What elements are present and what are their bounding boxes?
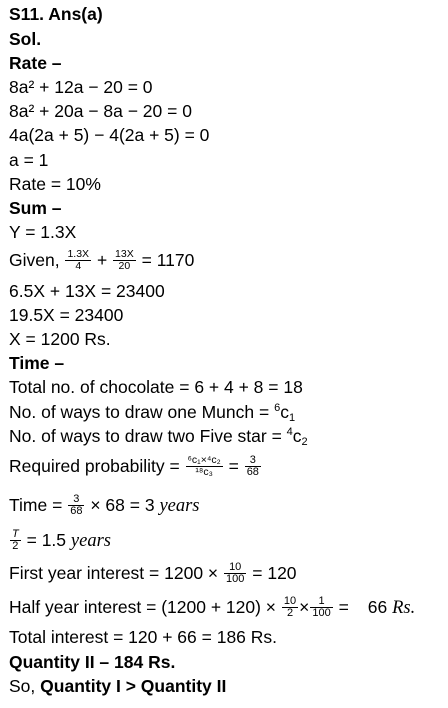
time-heading: Time – <box>9 353 65 373</box>
five-star-sup: 4 <box>286 426 293 438</box>
half-year-fraction-2-numerator: 1 <box>310 596 332 608</box>
five-star-prefix: No. of ways to draw two Five star = <box>9 426 287 446</box>
fraction-2 <box>113 249 136 272</box>
answer-heading: S11. Ans(a) <box>9 4 103 24</box>
time-prefix: Time = <box>9 495 63 515</box>
half-year-value: 66 <box>367 597 388 617</box>
five-star-c: c <box>292 426 302 446</box>
rate-line-2: 8a² + 20a − 8a − 20 = 0 <box>9 101 192 121</box>
half-time-unit: years <box>70 531 111 551</box>
time-calc-line <box>9 494 200 522</box>
probability-fraction <box>186 455 223 478</box>
fraction-2-numerator: 13X <box>115 247 134 260</box>
given-prefix: Given, <box>9 250 60 270</box>
rate-heading: Rate – <box>9 53 62 73</box>
total-interest-line: Total interest = 120 + 66 = 186 Rs. <box>9 627 278 647</box>
half-time-line <box>9 529 111 557</box>
half-year-unit: Rs. <box>392 598 416 618</box>
half-time-middle: = 1.5 <box>26 530 67 550</box>
half-year-fraction-2-denominator: 100 <box>312 606 331 619</box>
munch-prefix: No. of ways to draw one Munch = <box>9 402 275 422</box>
half-year-equals: = <box>338 597 349 617</box>
first-year-prefix: First year interest = 1200 × <box>9 563 219 583</box>
conclusion-result: Quantity I > Quantity II <box>40 676 227 696</box>
plus-sign: + <box>96 250 108 270</box>
first-year-suffix: = 120 <box>252 563 297 583</box>
sum-heading: Sum – <box>9 198 62 218</box>
sum-line-3: X = 1200 Rs. <box>9 329 111 349</box>
sum-y-line: Y = 1.3X <box>9 222 77 242</box>
rate-line-5: Rate = 10% <box>9 174 101 194</box>
munch-c: c <box>280 402 289 422</box>
rate-line-3: 4a(2a + 5) − 4(2a + 5) = 0 <box>9 125 210 145</box>
total-chocolate-line: Total no. of chocolate = 6 + 4 + 8 = 18 <box>9 377 303 397</box>
half-time-fraction <box>10 529 21 552</box>
time-middle: × 68 = 3 <box>90 495 155 515</box>
quantity-ii-line: Quantity II – 184 Rs. <box>9 652 176 672</box>
first-year-interest-line <box>9 562 297 590</box>
half-year-prefix: Half year interest = (1200 + 120) × <box>9 597 277 617</box>
conclusion-prefix: So, <box>9 676 36 696</box>
probability-numerator: ⁶c₁×⁴c₂ <box>187 453 221 466</box>
first-year-fraction <box>224 562 246 585</box>
half-time-numerator: T <box>12 527 19 540</box>
munch-ways-line <box>9 401 295 423</box>
half-year-fraction-1-numerator: 10 <box>283 594 297 607</box>
rate-line-4: a = 1 <box>9 150 49 170</box>
time-unit: years <box>159 496 200 516</box>
half-year-times: × <box>299 597 310 617</box>
time-numerator: 3 <box>68 494 84 506</box>
probability-result-denominator: 68 <box>246 465 259 478</box>
rate-line-1: 8a² + 12a − 20 = 0 <box>9 77 153 97</box>
probability-prefix: Required probability = <box>9 456 180 476</box>
time-fraction <box>68 494 84 517</box>
sum-line-1: 6.5X + 13X = 23400 <box>9 281 165 301</box>
half-time-denominator: 2 <box>12 539 19 552</box>
fraction-1 <box>65 249 91 272</box>
first-year-denominator: 100 <box>226 572 245 585</box>
munch-sub: 1 <box>288 412 296 424</box>
munch-sup: 6 <box>274 402 281 414</box>
fraction-2-denominator: 20 <box>118 259 131 272</box>
conclusion-line <box>9 675 226 697</box>
five-star-sub: 2 <box>301 436 308 448</box>
time-denominator: 68 <box>70 504 83 517</box>
fraction-1-numerator: 1.3X <box>67 247 90 260</box>
probability-denominator: ¹⁸c₃ <box>195 465 213 478</box>
probability-equals: = <box>228 456 239 476</box>
probability-result-fraction <box>245 455 261 478</box>
fraction-1-denominator: 4 <box>75 259 82 272</box>
half-year-fraction-1-denominator: 2 <box>286 606 294 619</box>
sol-heading: Sol. <box>9 29 42 49</box>
probability-result-numerator: 3 <box>245 455 261 467</box>
probability-line <box>9 455 262 483</box>
first-year-numerator: 10 <box>224 562 246 574</box>
given-suffix: = 1170 <box>141 250 195 270</box>
half-year-fraction-2 <box>310 596 332 619</box>
half-year-fraction-1 <box>282 596 298 619</box>
half-year-interest-line <box>9 596 415 624</box>
five-star-ways-line <box>9 425 308 447</box>
sum-given-line <box>9 249 194 275</box>
sum-line-2: 19.5X = 23400 <box>9 305 124 325</box>
